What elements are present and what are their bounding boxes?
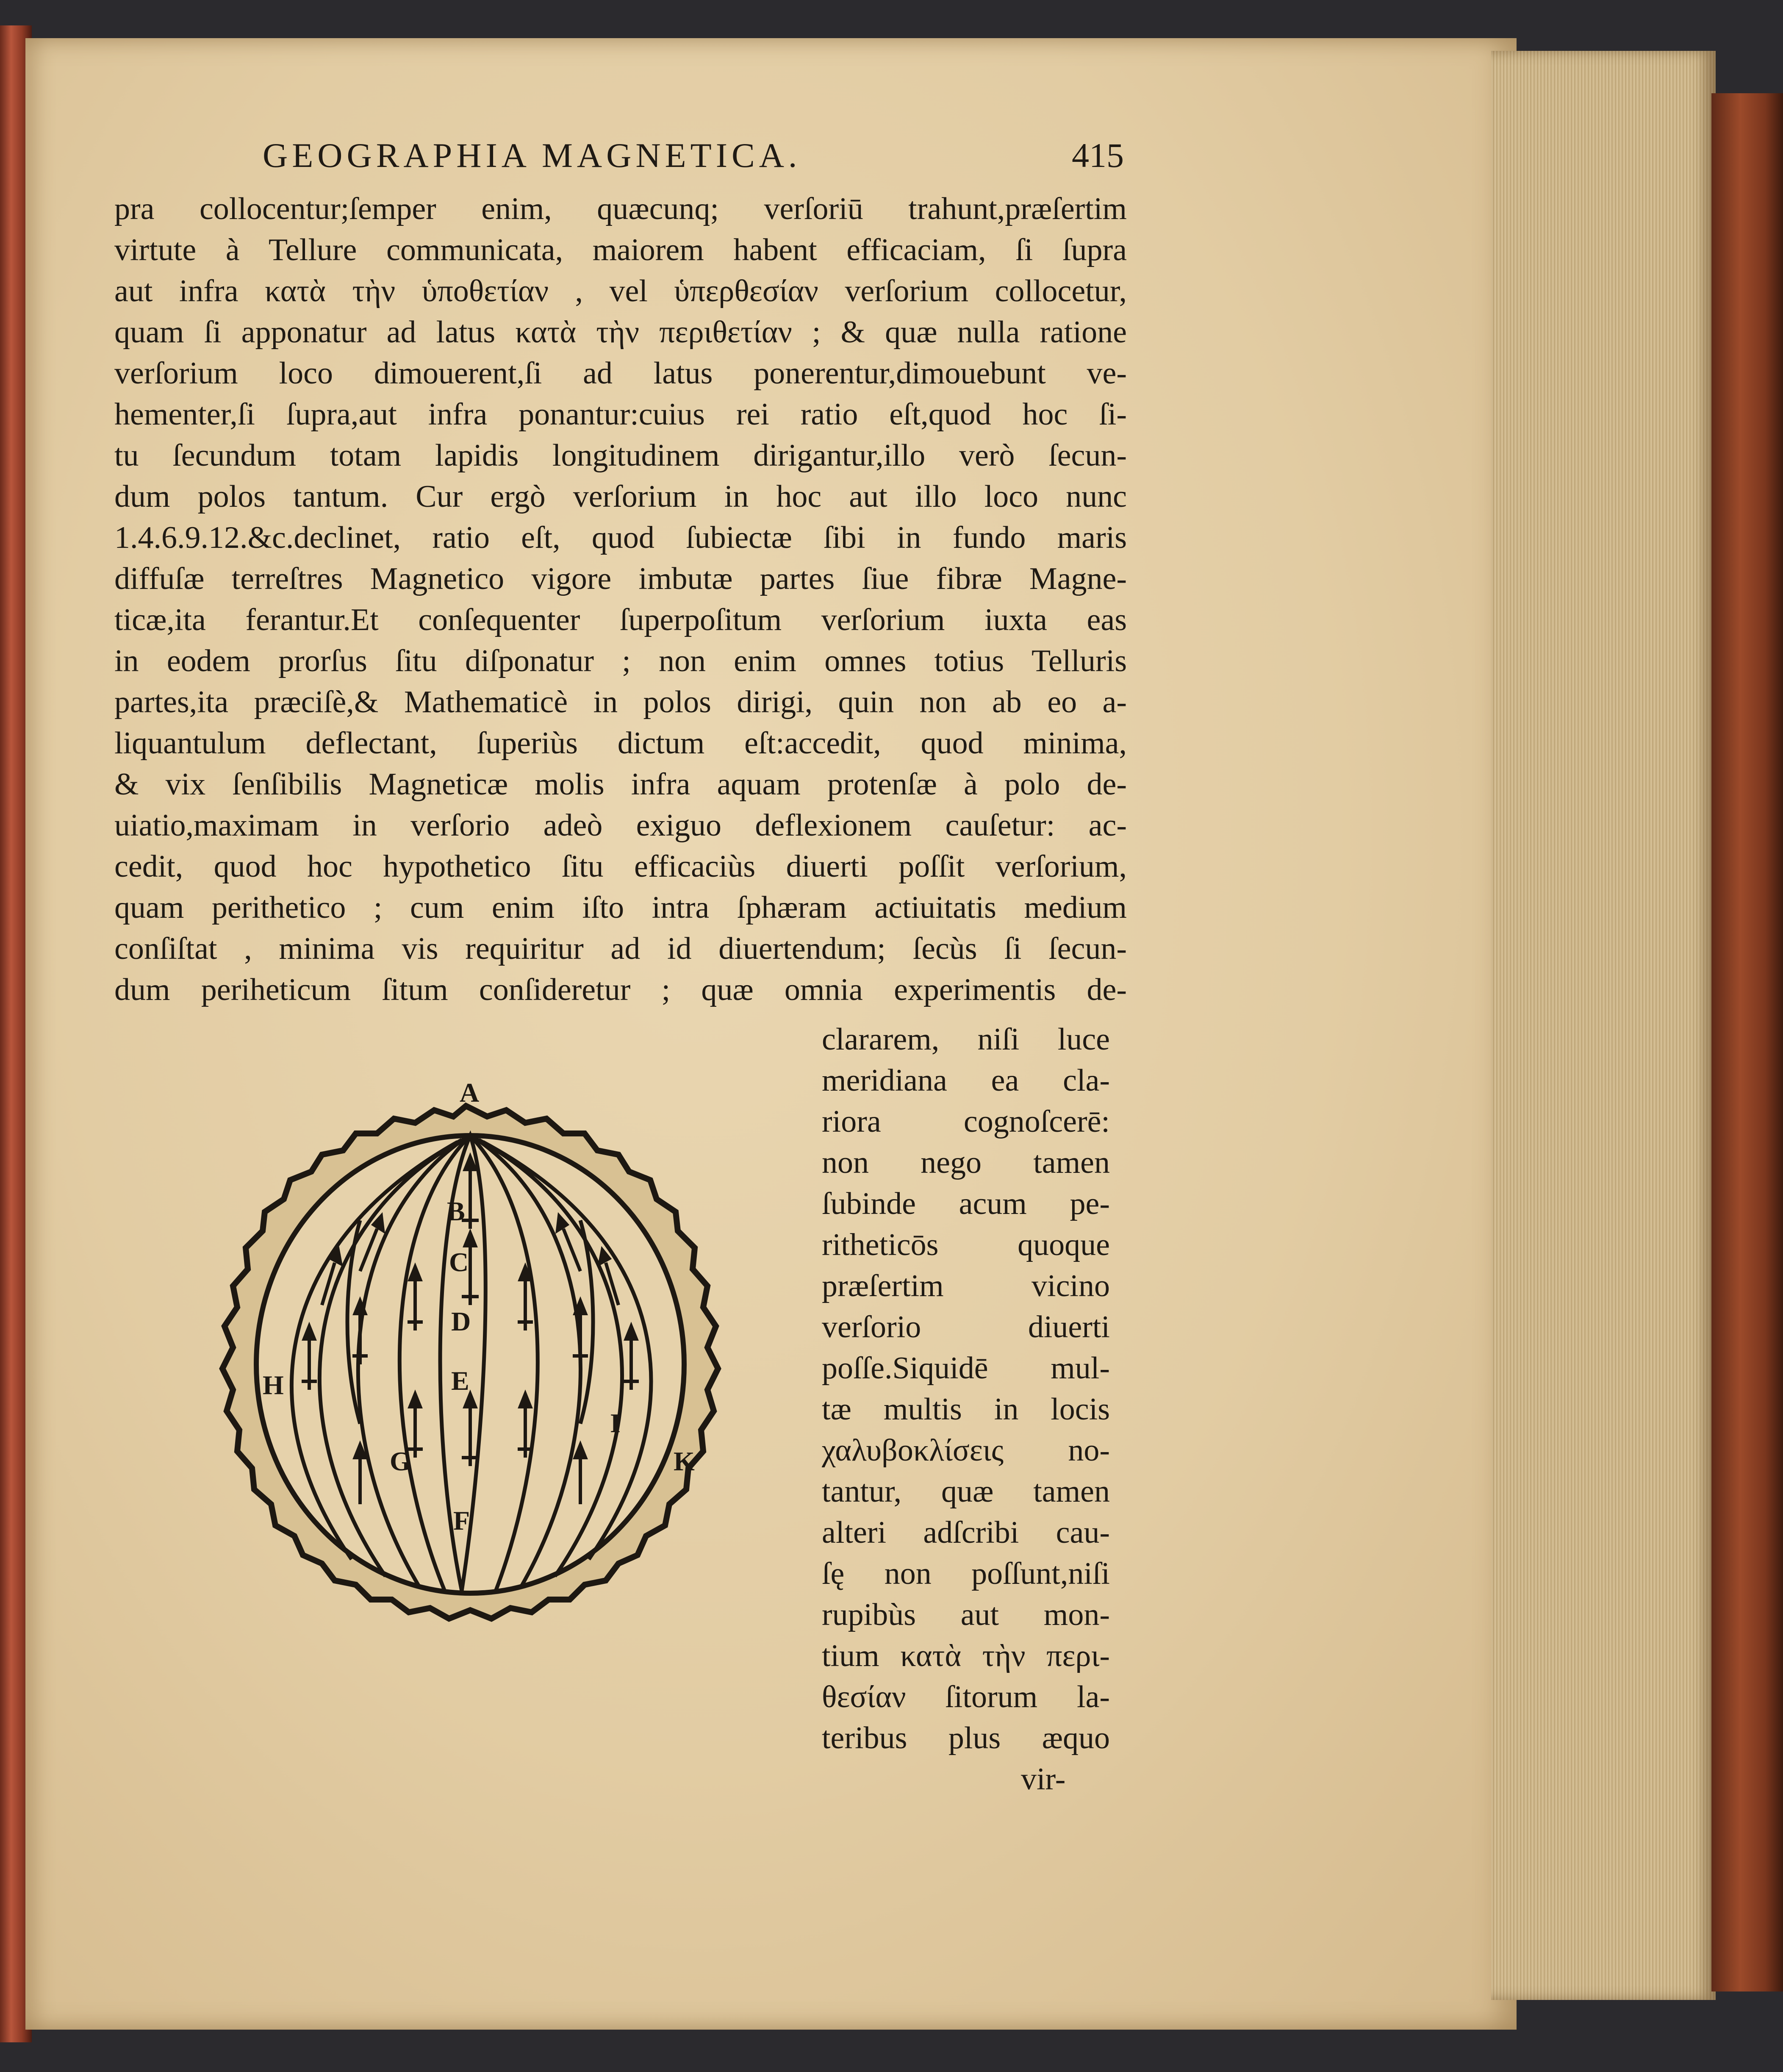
text-line: hementer,ſi ſupra,aut infra ponantur:cuius rei ratio eſt,quod hoc ſi- xyxy=(114,397,1127,432)
figure-label-b: B xyxy=(447,1196,465,1226)
text-line: aut infra κατὰ τὴν ὑποθετίαν , vel ὑπερθεσίαν verſorium collocetur, xyxy=(114,274,1127,308)
text-line: & vix ſenſibilis Magneticæ molis infra aquam protenſæ à polo de- xyxy=(114,767,1127,802)
text-line: in eodem prorſus ſitu diſponatur ; non enim omnes totius Telluris xyxy=(114,644,1127,678)
side-text-line: ſubinde acum pe- xyxy=(822,1186,1110,1221)
page-block-edge xyxy=(1491,51,1716,2000)
body-text xyxy=(114,189,1127,1011)
text-line: dum polos tantum. Cur ergò verſorium in hoc aut illo loco nunc xyxy=(114,479,1127,514)
side-text-line: meridiana ea cla- xyxy=(822,1063,1110,1098)
side-text-line: ritheticōs quoque xyxy=(822,1228,1110,1262)
text-line: quam perithetico ; cum enim iſto intra ſphæram actiuitatis medium xyxy=(114,890,1127,925)
magnetic-globe-woodcut xyxy=(123,1042,809,1763)
text-line: pra collocentur;ſemper enim, quæcunq; verſoriū trahunt,præſertim xyxy=(114,192,1127,226)
catchword: vir- xyxy=(1021,1762,1066,1797)
figure-label-c: C xyxy=(449,1247,469,1277)
figure-label-e: E xyxy=(451,1366,469,1396)
text-line: ticæ,ita ferantur.Et conſequenter ſuperpoſitum verſorium iuxta eas xyxy=(114,603,1127,637)
side-text-line: teribus plus æquo xyxy=(822,1721,1110,1755)
side-text-line: θεσίαν ſitorum la- xyxy=(822,1680,1110,1714)
side-column-text xyxy=(822,1019,1110,1800)
figure-label-f: F xyxy=(453,1505,470,1536)
text-line: verſorium loco dimouerent,ſi ad latus ponerentur,dimouebunt ve- xyxy=(114,356,1127,391)
side-text-line: tantur, quæ tamen xyxy=(822,1474,1110,1509)
text-line: conſiſtat , minima vis requiritur ad id diuertendum; ſecùs ſi ſecun- xyxy=(114,931,1127,966)
text-line: cedit, quod hoc hypothetico ſitu efficaciùs diuerti poſſit verſorium, xyxy=(114,849,1127,884)
text-line: diffuſæ terreſtres Magnetico vigore imbutæ partes ſiue fibræ Magne- xyxy=(114,561,1127,596)
side-text-line: tæ multis in locis xyxy=(822,1392,1110,1427)
figure-label-h: H xyxy=(263,1370,284,1400)
text-line: virtute à Tellure communicata, maiorem habent efficaciam, ſi ſupra xyxy=(114,233,1127,267)
figure-label-d: D xyxy=(451,1306,471,1336)
text-line: uiatio,maximam in verſorio adeò exiguo deflexionem cauſetur: ac- xyxy=(114,808,1127,843)
side-text-line: rupibùs aut mon- xyxy=(822,1597,1110,1632)
text-line: quam ſi apponatur ad latus κατὰ τὴν περιθετίαν ; & quæ nulla ratione xyxy=(114,315,1127,350)
figure-label-i: I xyxy=(610,1408,621,1438)
side-text-line: clararem, niſi luce xyxy=(822,1022,1110,1057)
text-line: dum periheticum ſitum conſideretur ; quæ omnia experimentis de- xyxy=(114,972,1127,1007)
text-line: liquantulum deflectant, ſuperiùs dictum eſt:accedit, quod minima, xyxy=(114,726,1127,761)
text-line: partes,ita præciſè,& Mathematicè in polos dirigi, quin non ab eo a- xyxy=(114,685,1127,719)
side-text-line: alteri adſcribi cau- xyxy=(822,1515,1110,1550)
figure-label-g: G xyxy=(390,1446,411,1476)
figure-label-a: A xyxy=(460,1078,480,1108)
side-text-line: verſorio diuerti xyxy=(822,1310,1110,1344)
side-text-line: riora cognoſcerē: xyxy=(822,1104,1110,1139)
text-line: tu ſecundum totam lapidis longitudinem dirigantur,illo verò ſecun- xyxy=(114,438,1127,473)
side-text-line: poſſe.Siquidē mul- xyxy=(822,1351,1110,1386)
side-text-line: ſę non poſſunt,niſi xyxy=(822,1556,1110,1591)
right-cover-edge xyxy=(1711,93,1783,1991)
page-number: 415 xyxy=(1072,136,1124,175)
side-text-line: non nego tamen xyxy=(822,1145,1110,1180)
side-text-line: tium κατὰ τὴν περι- xyxy=(822,1639,1110,1673)
side-text-line: præſertim vicino xyxy=(822,1269,1110,1303)
figure-label-k: K xyxy=(674,1446,695,1476)
text-line: 1.4.6.9.12.&c.declinet, ratio eſt, quod ſubiectæ ſibi in fundo maris xyxy=(114,520,1127,555)
side-text-line: χαλυβοκλίσεις no- xyxy=(822,1433,1110,1468)
running-head: GEOGRAPHIA MAGNETICA. xyxy=(263,136,801,175)
